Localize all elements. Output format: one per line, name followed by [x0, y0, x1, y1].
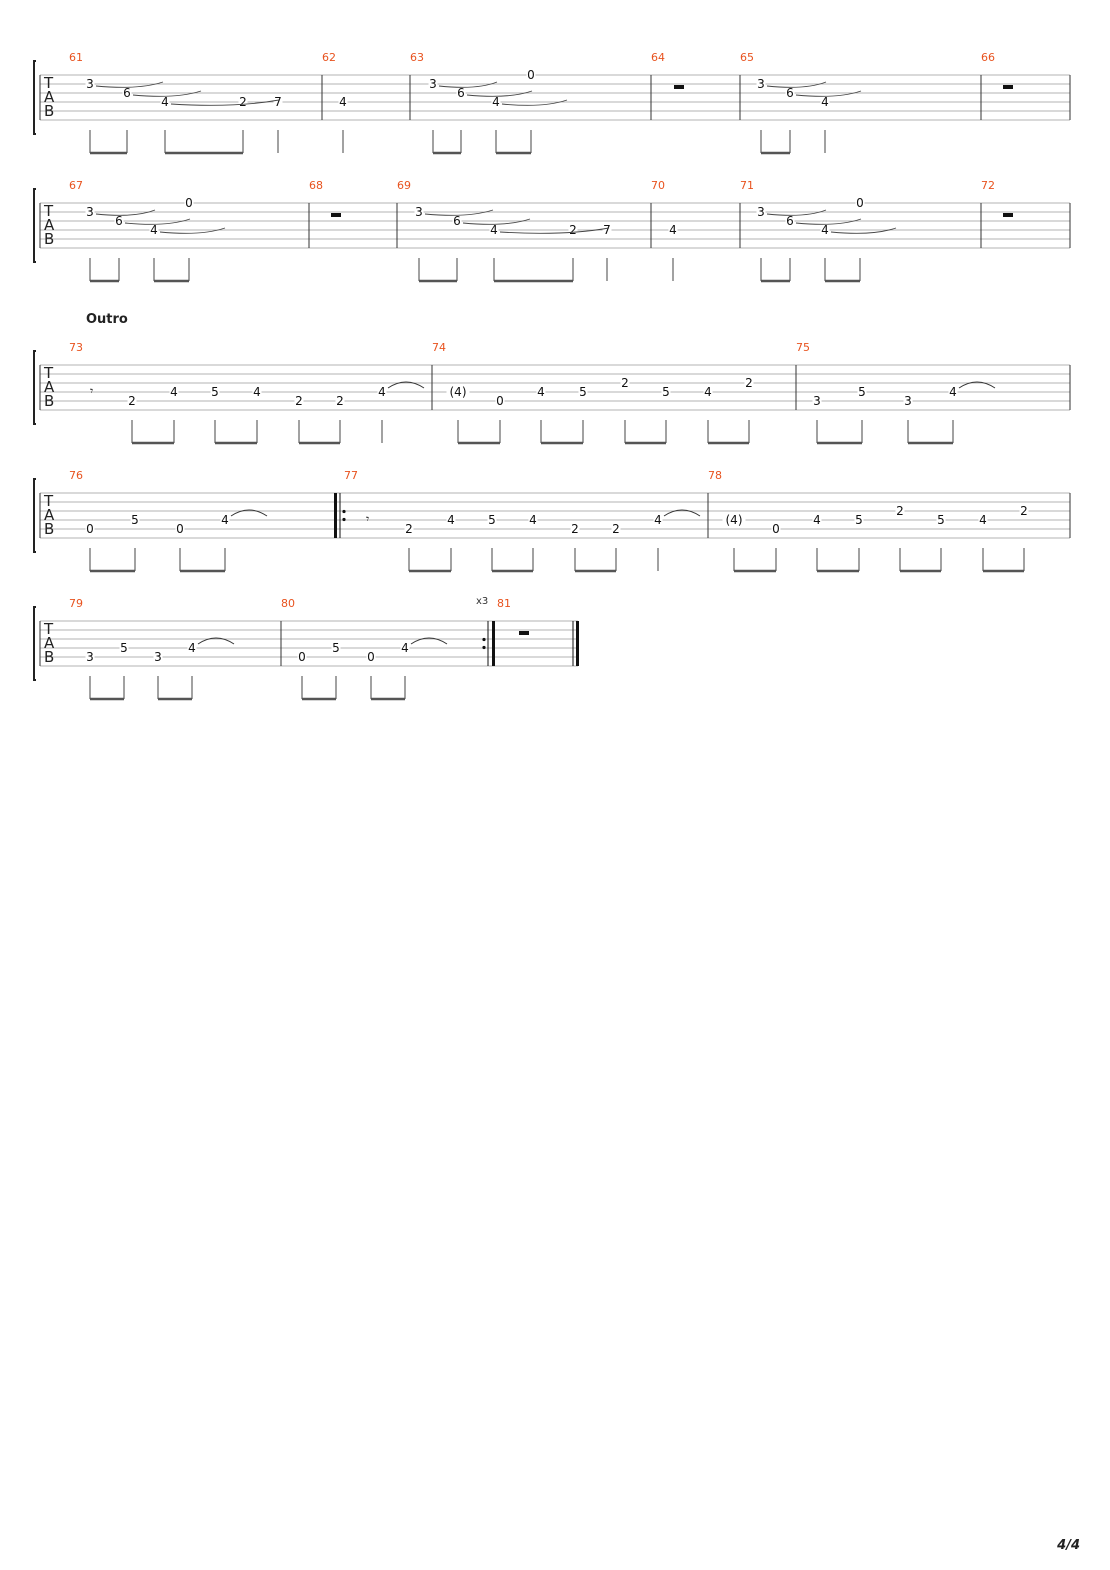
fret-number: 4 — [221, 513, 229, 527]
measure-68 — [309, 179, 341, 217]
measure-64 — [651, 51, 684, 89]
fret-number: 4 — [490, 223, 498, 237]
tab-clef-letter: A — [44, 634, 55, 652]
fret-number: 4 — [821, 95, 829, 109]
fret-number: 4 — [492, 95, 500, 109]
fret-number: 6 — [123, 86, 131, 100]
tab-clef-letter: A — [44, 216, 55, 234]
fret-number: 2 — [896, 504, 904, 518]
fret-number: 6 — [457, 86, 465, 100]
fret-number: 4 — [188, 641, 196, 655]
tab-clef-letter: T — [44, 202, 54, 220]
fret-number: 0 — [496, 394, 504, 408]
tab-clef-letter: B — [44, 230, 55, 248]
fret-number: 5 — [937, 513, 945, 527]
fret-number: 6 — [115, 214, 123, 228]
fret-number: 2 — [612, 522, 620, 536]
measure-number: 80 — [281, 597, 295, 610]
tab-clef-letter: A — [44, 506, 55, 524]
tab-clef-letter: B — [44, 102, 55, 120]
fret-number: 4 — [821, 223, 829, 237]
fret-number: 0 — [176, 522, 184, 536]
measure-number: 63 — [410, 51, 424, 64]
repeat-dot — [342, 518, 345, 521]
measure-66 — [981, 51, 1013, 89]
system-bracket — [34, 61, 36, 134]
fret-number: 7 — [274, 95, 282, 109]
measure-81 — [497, 597, 529, 635]
tab-clef-letter: A — [44, 88, 55, 106]
whole-rest — [1003, 85, 1013, 89]
measure-number: 79 — [69, 597, 83, 610]
measure-number: 64 — [651, 51, 665, 64]
fret-number: 3 — [813, 394, 821, 408]
measure-number: 72 — [981, 179, 995, 192]
fret-number: 2 — [295, 394, 303, 408]
system-bracket — [34, 607, 36, 680]
fret-number: 0 — [298, 650, 306, 664]
system-bracket — [34, 189, 36, 262]
fret-number: 2 — [336, 394, 344, 408]
fret-number: 4 — [447, 513, 455, 527]
measure-number: 62 — [322, 51, 336, 64]
fret-number: 2 — [621, 376, 629, 390]
fret-number: 4 — [161, 95, 169, 109]
measure-number: 81 — [497, 597, 511, 610]
fret-number: 4 — [529, 513, 537, 527]
fret-number: 4 — [669, 223, 677, 237]
measure-number: 71 — [740, 179, 754, 192]
tab-clef-letter: T — [44, 364, 54, 382]
fret-number: 2 — [745, 376, 753, 390]
final-barline-thick — [576, 621, 579, 666]
fret-number: 4 — [704, 385, 712, 399]
let-ring-tie — [96, 210, 155, 215]
fret-number: 4 — [170, 385, 178, 399]
tab-system — [34, 479, 1070, 552]
tab-system — [34, 607, 579, 680]
fret-number: (4) — [725, 513, 743, 527]
fret-number: 0 — [856, 196, 864, 210]
tab-clef-letter: B — [44, 520, 55, 538]
let-ring-tie — [831, 228, 896, 233]
fret-number: 2 — [405, 522, 413, 536]
fret-number: 4 — [979, 513, 987, 527]
fret-number: 2 — [239, 95, 247, 109]
fret-number: 6 — [453, 214, 461, 228]
fret-number: 5 — [662, 385, 670, 399]
whole-rest — [331, 213, 341, 217]
eighth-rest: 𝄾 — [366, 512, 370, 526]
tab-system — [34, 61, 1070, 134]
fret-number: 3 — [904, 394, 912, 408]
fret-number: 2 — [128, 394, 136, 408]
let-ring-tie — [500, 228, 609, 233]
fret-number: 5 — [211, 385, 219, 399]
fret-number: 0 — [772, 522, 780, 536]
fret-number: 5 — [131, 513, 139, 527]
repeat-dot — [482, 646, 485, 649]
fret-number: 5 — [855, 513, 863, 527]
repeat-dot — [482, 638, 485, 641]
measure-number: 65 — [740, 51, 754, 64]
let-ring-tie — [767, 210, 826, 215]
fret-number: 3 — [86, 205, 94, 219]
measure-number: 70 — [651, 179, 665, 192]
repeat-dot — [342, 510, 345, 513]
tab-clef-letter: T — [44, 492, 54, 510]
measure-number: 69 — [397, 179, 411, 192]
fret-number: 3 — [86, 77, 94, 91]
fret-number: 3 — [86, 650, 94, 664]
fret-number: 0 — [527, 68, 535, 82]
fret-number: 5 — [579, 385, 587, 399]
tab-clef-letter: B — [44, 392, 55, 410]
let-ring-tie — [502, 100, 567, 105]
fret-number: (4) — [449, 385, 467, 399]
section-label: Outro — [86, 312, 128, 327]
let-ring-tie — [171, 100, 279, 105]
measure-number: 66 — [981, 51, 995, 64]
repeat-start-barline — [334, 493, 337, 538]
measure-number: 77 — [344, 469, 358, 482]
fret-number: 2 — [571, 522, 579, 536]
tab-clef-letter: T — [44, 620, 54, 638]
whole-rest — [1003, 213, 1013, 217]
fret-number: 4 — [813, 513, 821, 527]
fret-number: 4 — [378, 385, 386, 399]
measure-number: 67 — [69, 179, 83, 192]
measure-number: 68 — [309, 179, 323, 192]
fret-number: 2 — [1020, 504, 1028, 518]
fret-number: 0 — [86, 522, 94, 536]
measure-number: 73 — [69, 341, 83, 354]
tab-clef-letter: B — [44, 648, 55, 666]
whole-rest — [674, 85, 684, 89]
repeat-count: x3 — [476, 596, 489, 607]
tab-clef-letter: T — [44, 74, 54, 92]
tab-system — [34, 351, 1070, 424]
fret-number: 6 — [786, 86, 794, 100]
eighth-rest: 𝄾 — [90, 384, 94, 398]
let-ring-tie — [160, 228, 225, 233]
system-bracket — [34, 479, 36, 552]
fret-number: 3 — [154, 650, 162, 664]
fret-number: 4 — [253, 385, 261, 399]
fret-number: 5 — [858, 385, 866, 399]
fret-number: 0 — [367, 650, 375, 664]
fret-number: 3 — [757, 205, 765, 219]
page-number: 4/4 — [1057, 1538, 1080, 1553]
let-ring-tie — [439, 82, 497, 87]
measure-number: 78 — [708, 469, 722, 482]
fret-number: 4 — [537, 385, 545, 399]
fret-number: 3 — [415, 205, 423, 219]
repeat-end-barline — [492, 621, 495, 666]
fret-number: 5 — [488, 513, 496, 527]
fret-number: 7 — [603, 223, 611, 237]
fret-number: 3 — [757, 77, 765, 91]
measure-72 — [981, 179, 1013, 217]
fret-number: 6 — [786, 214, 794, 228]
whole-rest — [519, 631, 529, 635]
fret-number: 3 — [429, 77, 437, 91]
fret-number: 5 — [120, 641, 128, 655]
fret-number: 0 — [185, 196, 193, 210]
fret-number: 4 — [401, 641, 409, 655]
fret-number: 4 — [339, 95, 347, 109]
measure-number: 75 — [796, 341, 810, 354]
fret-number: 4 — [150, 223, 158, 237]
fret-number: 2 — [569, 223, 577, 237]
tab-clef-letter: A — [44, 378, 55, 396]
system-bracket — [34, 351, 36, 424]
fret-number: 4 — [949, 385, 957, 399]
measure-number: 74 — [432, 341, 446, 354]
fret-number: 4 — [654, 513, 662, 527]
fret-number: 5 — [332, 641, 340, 655]
measure-number: 61 — [69, 51, 83, 64]
measure-number: 76 — [69, 469, 83, 482]
let-ring-tie — [767, 82, 826, 87]
